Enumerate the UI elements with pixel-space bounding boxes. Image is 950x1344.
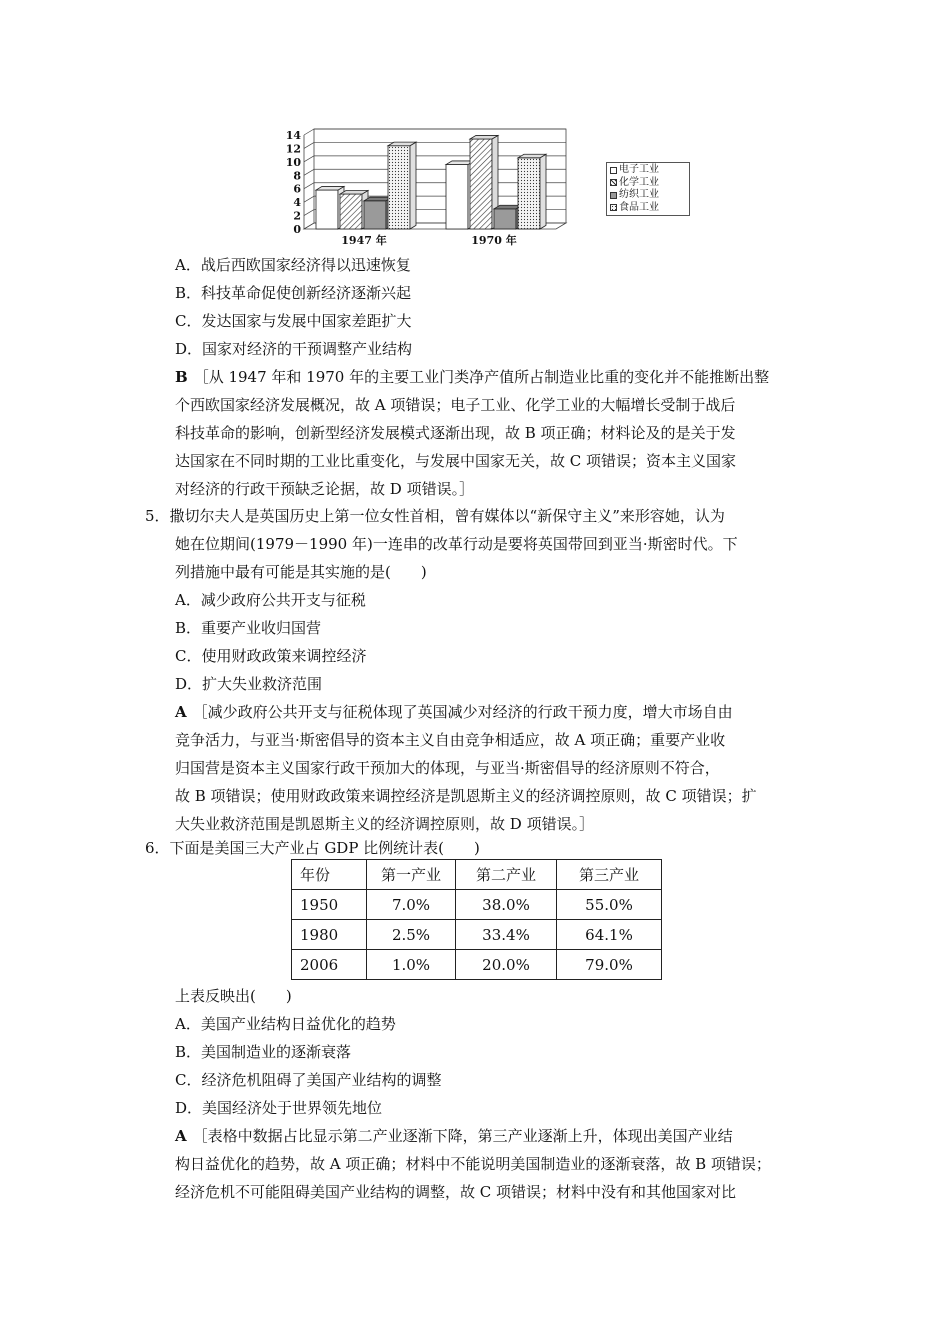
chart-y-tick-label: 4 (293, 196, 301, 210)
chart-bar (518, 154, 546, 229)
q6-explanation-line-3: 经济危机不可能阻碍美国产业结构的调整，故 C 项错误；材料中没有和其他国家对比 (175, 1183, 737, 1201)
table-cell: 55.0% (557, 890, 662, 920)
q4-option-d: D．国家对经济的干预调整产业结构 (175, 340, 413, 358)
table-row (292, 890, 662, 920)
chart-y-tick-label: 14 (285, 129, 301, 142)
chart-gridline-diag (304, 169, 314, 175)
q5-option-b: B．重要产业收归国营 (175, 619, 322, 637)
table-cell: 1980 (292, 920, 367, 950)
q5-option-c: C．使用财政政策来调控经济 (175, 647, 367, 665)
table-cell: 2.5% (367, 920, 456, 950)
table-cell: 79.0% (557, 950, 662, 980)
legend-item-chemical: 化学工业 (610, 177, 686, 190)
industry-bar-chart (280, 128, 580, 250)
q6-answer-line-1: A ［表格中数据占比显示第二产业逐渐下降，第三产业逐渐上升，体现出美国产业结 (175, 1127, 733, 1145)
legend-item-textile: 纺织工业 (610, 189, 686, 202)
table-header-cell: 第一产业 (367, 860, 456, 890)
table-cell: 1.0% (367, 950, 456, 980)
table-cell: 2006 (292, 950, 367, 980)
q5-explanation-line-4: 故 B 项错误；使用财政政策来调控经济是凯恩斯主义的经济调控原则，故 C 项错误；扩 (175, 787, 757, 805)
chart-y-tick-label: 6 (293, 182, 301, 196)
chart-gridline-diag (304, 129, 314, 135)
legend-item-food: 食品工业 (610, 202, 686, 215)
q4-option-a: A．战后西欧国家经济得以迅速恢复 (175, 256, 411, 274)
q4-option-b: B．科技革命促使创新经济逐渐兴起 (175, 284, 412, 302)
table-cell: 7.0% (367, 890, 456, 920)
table-header-row (292, 860, 662, 890)
q5-answer-key: A (175, 703, 187, 721)
q4-option-c: C．发达国家与发展中国家差距扩大 (175, 312, 412, 330)
legend-item-electronics: 电子工业 (610, 164, 686, 177)
q5-stem-line-3: 列措施中最有可能是其实施的是( ) (175, 563, 427, 581)
chart-y-tick-label: 0 (293, 223, 301, 236)
table-row (292, 920, 662, 950)
chart-y-tick-label: 12 (285, 142, 301, 156)
table-cell: 1950 (292, 890, 367, 920)
chart-gridline-diag (304, 196, 314, 202)
q4-explanation-line-4: 达国家在不同时期的工业比重变化，与发展中国家无关，故 C 项错误；资本主义国家 (175, 452, 737, 470)
q5-stem-line-2: 她在位期间(1979－1990 年)一连串的改革行动是要将英国带回到亚当·斯密时代。下 (175, 535, 738, 553)
chart-y-ticks (286, 129, 302, 236)
q4-explanation-line-3: 科技革命的影响，创新型经济发展模式逐渐出现，故 B 项正确；材料论及的是关于发 (175, 424, 736, 442)
q4-answer-line-1: B ［从 1947 年和 1970 年的主要工业门类净产值所占制造业比重的变化并不能推断出整 (175, 368, 770, 386)
q4-answer-key: B (175, 368, 188, 386)
table-header-cell: 年份 (292, 860, 367, 890)
q5-stem-line-1: 5．撒切尔夫人是英国历史上第一位女性首相，曾有媒体以“新保守主义”来形容她，认为 (145, 507, 725, 525)
chart-gridline-diag (304, 142, 314, 148)
table-header-cell: 第二产业 (456, 860, 557, 890)
q6-option-b: B．美国制造业的逐渐衰落 (175, 1043, 352, 1061)
q5-option-d: D．扩大失业救济范围 (175, 675, 323, 693)
q6-option-d: D．美国经济处于世界领先地位 (175, 1099, 383, 1117)
q6-after-table: 上表反映出( ) (175, 987, 292, 1005)
q4-explanation-line-2: 个西欧国家经济发展概况，故 A 项错误；电子工业、化学工业的大幅增长受制于战后 (175, 396, 736, 414)
chart-x-labels (341, 233, 516, 247)
q6-explanation-line-2: 构日益优化的趋势，故 A 项正确；材料中不能说明美国制造业的逐渐衰落，故 B 项错误； (175, 1155, 771, 1173)
chart-bar (388, 142, 416, 229)
table-cell: 38.0% (456, 890, 557, 920)
gdp-table (291, 859, 662, 980)
chart-gridline-diag (304, 183, 314, 189)
chart-gridline-diag (304, 156, 314, 162)
chart-y-tick-label: 2 (293, 209, 301, 223)
chart-x-label: 1970 年 (471, 234, 517, 247)
chart-gridline-diag (304, 210, 314, 216)
q5-explanation-line-5: 大失业救济范围是凯恩斯主义的经济调控原则，故 D 项错误。］ (175, 815, 595, 833)
chart-legend (606, 162, 690, 216)
q5-explanation-line-3: 归国营是资本主义国家行政干预加大的体现，与亚当·斯密倡导的经济原则不符合， (175, 759, 720, 777)
table-cell: 20.0% (456, 950, 557, 980)
table-cell: 64.1% (557, 920, 662, 950)
q4-explanation-line-5: 对经济的行政干预缺乏论据，故 D 项错误。］ (175, 480, 475, 498)
chart-y-tick-label: 10 (285, 155, 301, 169)
chart-x-label: 1947 年 (341, 234, 387, 247)
q5-option-a: A．减少政府公共开支与征税 (175, 591, 366, 609)
q5-explanation-line-2: 竞争活力，与亚当·斯密倡导的资本主义自由竞争相适应，故 A 项正确；重要产业收 (175, 731, 726, 749)
q6-answer-key: A (175, 1127, 187, 1145)
q6-stem: 6．下面是美国三大产业占 GDP 比例统计表( ) (145, 839, 480, 857)
table-header-cell: 第三产业 (557, 860, 662, 890)
table-row (292, 950, 662, 980)
table-cell: 33.4% (456, 920, 557, 950)
q5-answer-line-1: A ［减少政府公共开支与征税体现了英国减少对经济的行政干预力度，增大市场自由 (175, 703, 733, 721)
q6-option-a: A．美国产业结构日益优化的趋势 (175, 1015, 396, 1033)
q6-option-c: C．经济危机阻碍了美国产业结构的调整 (175, 1071, 442, 1089)
chart-y-tick-label: 8 (293, 169, 301, 183)
